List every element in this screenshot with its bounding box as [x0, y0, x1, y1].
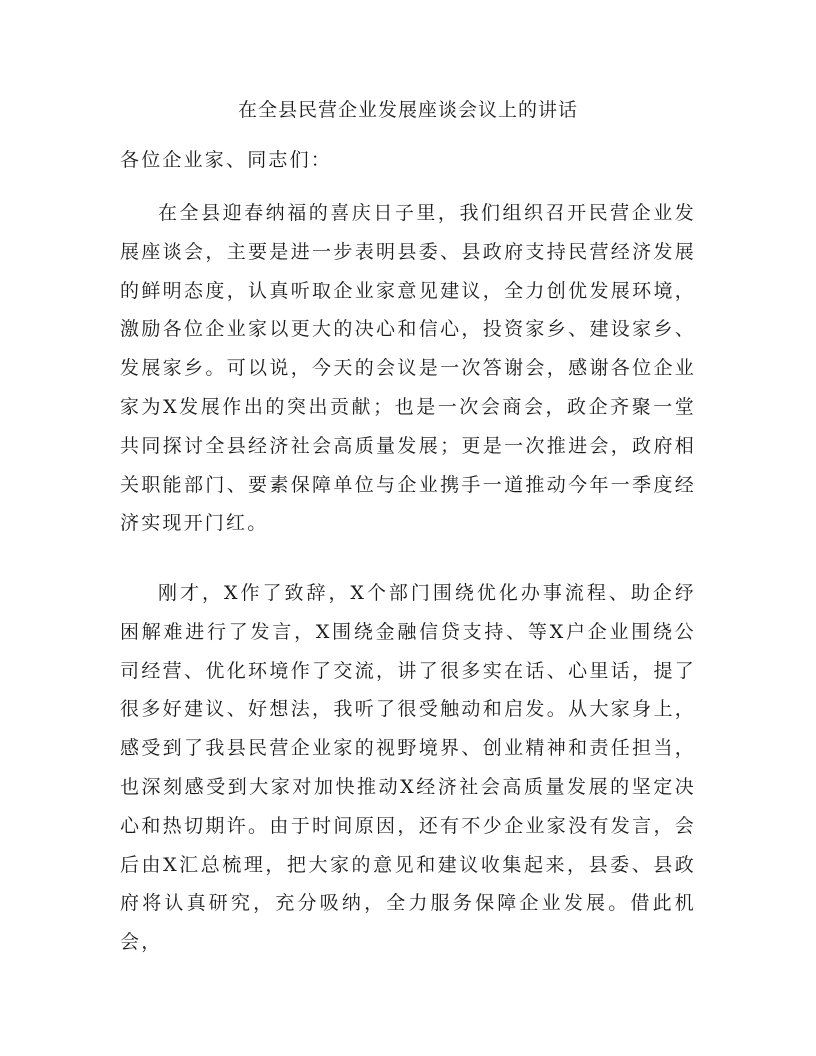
document-title: 在全县民营企业发展座谈会议上的讲话 [237, 99, 578, 121]
paragraph-2: 刚才，X作了致辞，X个部门围绕优化办事流程、助企纾困解难进行了发言，X围绕金融信贷支持、等X户企业围绕公司经营、优化环境作了交流，讲了很多实在话、心里话，提了很多好建议、好想法，我听了很受触动和启发。从大家身上，感受到了我县民营企业家的视野境界、创业精神和责任担当，也深刻感受到大家对加快推动X经济社会高质量发展的坚定决心和热切期许。由于时间原因，还有不少企业家没有发言，会后由X汇总梳理，把大家的意见和建议收集起来，县委、县政府将认真研究，充分吸纳，全力服务保障企业发展。借此机会， [120, 582, 696, 954]
paragraph-2-block [120, 574, 696, 962]
paragraph-1: 在全县迎春纳福的喜庆日子里，我们组织召开民营企业发展座谈会，主要是进一步表明县委、县政府支持民营经济发展的鲜明态度，认真听取企业家意见建议，全力创优发展环境，激励各位企业家以更大的决心和信心，投资家乡、建设家乡、发展家乡。可以说，今天的会议是一次答谢会，感谢各位企业家为X发展作出的突出贡献；也是一次会商会，政企齐聚一堂共同探讨全县经济社会高质量发展；更是一次推进会，政府相关职能部门、要素保障单位与企业携手一道推动今年一季度经济实现开门红。 [120, 202, 696, 535]
salutation: 各位企业家、同志们： [120, 149, 333, 171]
paragraph-1-block [120, 194, 696, 543]
